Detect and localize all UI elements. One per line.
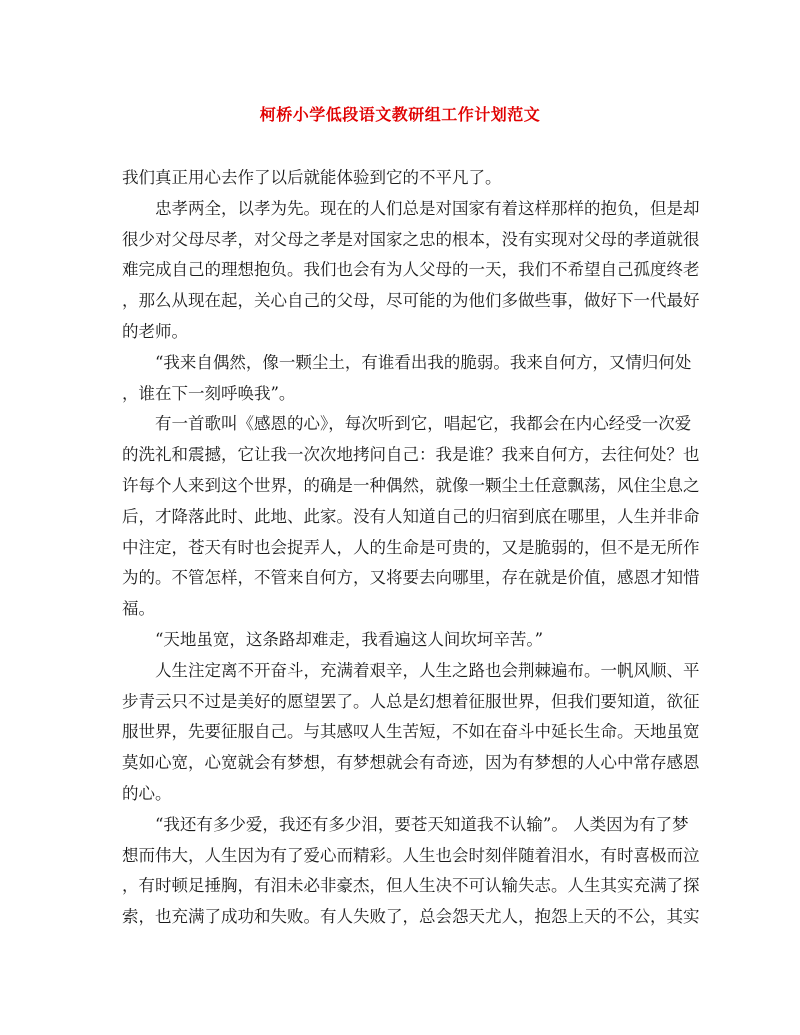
- body-line: ，那么从现在起，关心自己的父母，尽可能的为他们多做些事，做好下一代最好: [122, 291, 700, 311]
- body-line: “天地虽宽，这条路却难走，我看遍这人间坎坷辛苦。”: [155, 629, 544, 649]
- document-title: 柯桥小学低段语文教研组工作计划范文: [259, 105, 541, 124]
- body-line: 中注定，苍天有时也会捉弄人，人的生命是可贵的，又是脆弱的，但不是无所作: [122, 537, 700, 557]
- body-line: 的洗礼和震撼，它让我一次次地拷问自己：我是谁？我来自何方，去往何处？也: [122, 445, 700, 465]
- body-line: 的老师。: [122, 321, 188, 341]
- document-body: [122, 163, 700, 933]
- body-line: 难完成自己的理想抱负。我们也会有为人父母的一天，我们不希望自己孤度终老: [122, 260, 700, 280]
- body-line: 忠孝两全，以孝为先。现在的人们总是对国家有着这样那样的抱负，但是却: [155, 198, 700, 218]
- body-line: 莫如心宽，心宽就会有梦想，有梦想就会有奇迹，因为有梦想的人心中常存感恩: [122, 753, 700, 773]
- body-line: 想而伟大，人生因为有了爱心而精彩。人生也会时刻伴随着泪水，有时喜极而泣: [122, 845, 700, 865]
- body-line: 的心。: [122, 783, 172, 803]
- body-line: 人生注定离不开奋斗，充满着艰辛，人生之路也会荆棘遍布。一帆风顺、平: [155, 660, 700, 680]
- body-line: 有一首歌叫《感恩的心》，每次听到它，唱起它，我都会在内心经受一次爱: [155, 414, 692, 434]
- body-line: 步青云只不过是美好的愿望罢了。人总是幻想着征服世界，但我们要知道，欲征: [122, 691, 700, 711]
- body-line: 我们真正用心去作了以后就能体验到它的不平凡了。: [122, 168, 502, 187]
- body-line: ，谁在下一刻呼唤我”。: [122, 383, 296, 403]
- body-line: 很少对父母尽孝，对父母之孝是对国家之忠的根本，没有实现对父母的孝道就很: [122, 229, 700, 249]
- body-line: ，有时顿足捶胸，有泪未必非豪杰，但人生决不可认输失志。人生其实充满了探: [122, 876, 700, 896]
- body-line: 索，也充满了成功和失败。有人失败了，总会怨天尤人，抱怨上天的不公，其实: [122, 907, 700, 927]
- body-line: 许每个人来到这个世界，的确是一种偶然，就像一颗尘土任意飘荡，风住尘息之: [122, 475, 700, 495]
- body-line: “我还有多少爱，我还有多少泪，要苍天知道我不认输”。 人类因为有了梦: [155, 814, 689, 834]
- body-line: “我来自偶然，像一颗尘土，有谁看出我的脆弱。我来自何方，又情归何处: [155, 352, 692, 372]
- body-line: 后，才降落此时、此地、此家。没有人知道自己的归宿到底在哪里，人生并非命: [122, 506, 700, 526]
- body-line: 福。: [122, 599, 155, 619]
- body-line: 为的。不管怎样，不管来自何方，又将要去向哪里，存在就是价值，感恩才知惜: [122, 568, 700, 588]
- body-line: 服世界，先要征服自己。与其感叹人生苦短，不如在奋斗中延长生命。天地虽宽: [122, 722, 700, 742]
